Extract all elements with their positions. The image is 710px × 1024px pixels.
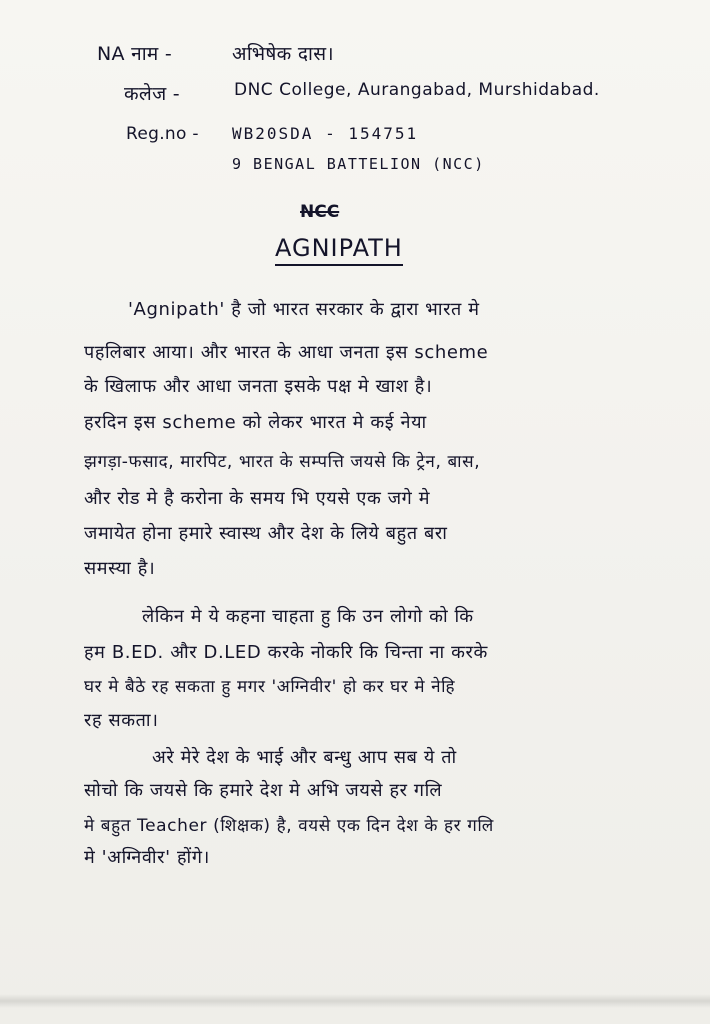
college-value: DNC College, Aurangabad, Murshidabad.	[234, 80, 600, 100]
paragraph-line: पहलिबार आया। और भारत के आधा जनता इस scheme	[84, 342, 489, 363]
paragraph-line: लेकिन मे ये कहना चाहता हु कि उन लोगो को कि	[142, 606, 474, 627]
paragraph-line: और रोड मे है करोना के समय भि एयसे एक जगे मे	[84, 488, 431, 509]
paragraph-line: सोचो कि जयसे कि हमारे देश मे अभि जयसे हर गलि	[84, 780, 443, 801]
paragraph-line: मे बहुत Teacher (शिक्षक) है, वयसे एक दिन देश के हर गलि	[84, 816, 494, 836]
struck-ncc-heading: NCC	[300, 202, 340, 222]
paragraph-line: हरदिन इस scheme को लेकर भारत मे कई नेया	[84, 412, 427, 433]
paragraph-line: मे 'अग्निवीर' होंगे।	[84, 847, 210, 868]
name-label: NA नाम -	[97, 43, 173, 65]
college-label: कलेज -	[124, 83, 180, 105]
page-title: AGNIPATH	[275, 234, 403, 266]
name-value: अभिषेक दास।	[232, 43, 334, 65]
reg-label: Reg.no -	[126, 124, 199, 144]
paragraph-line: अरे मेरे देश के भाई और बन्धु आप सब ये तो	[152, 747, 457, 768]
paragraph-line: झगड़ा-फसाद, मारपिट, भारत के सम्पत्ति जयसे कि ट्रेन, बास,	[84, 452, 481, 472]
paragraph-line: 'Agnipath' है जो भारत सरकार के द्वारा भारत मे	[128, 299, 480, 320]
paragraph-line: हम B.ED. और D.LED करके नोकरि कि चिन्ता ना करके	[84, 642, 488, 663]
reg-value: WB20SDA - 154751	[232, 124, 419, 143]
page-fold-shadow	[0, 994, 710, 1008]
paragraph-line: के खिलाफ और आधा जनता इसके पक्ष मे खाश है।	[84, 376, 433, 397]
paragraph-line: समस्या है।	[84, 558, 156, 579]
paragraph-line: जमायेत होना हमारे स्वास्थ और देश के लिये बहुत बरा	[84, 523, 448, 544]
unit-line: 9 BENGAL BATTELION (NCC)	[232, 155, 485, 173]
paragraph-line: घर मे बैठे रह सकता हु मगर 'अग्निवीर' हो कर घर मे नेहि	[84, 677, 456, 697]
paragraph-line: रह सकता।	[84, 710, 159, 731]
